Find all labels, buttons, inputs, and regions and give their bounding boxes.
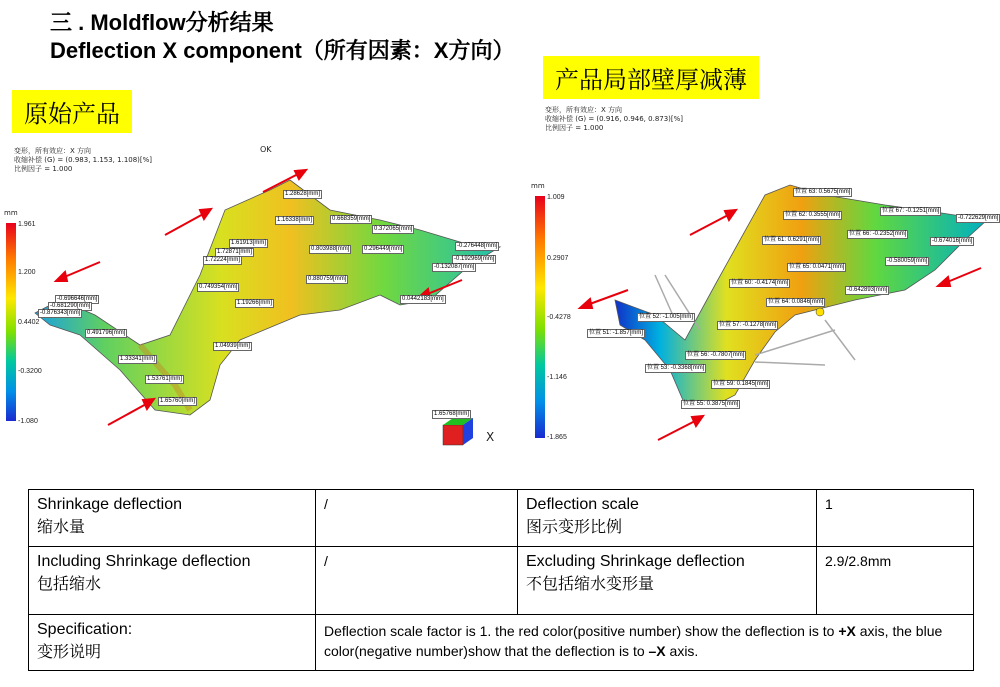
spec-minus-x: –X xyxy=(648,643,666,659)
specification-text xyxy=(316,615,974,671)
value-tag: 1.33341[mm] xyxy=(120,356,156,362)
value-tag: 0.491796[mm] xyxy=(87,330,126,336)
value-tag: 位置 67: -0.1251[mm] xyxy=(882,208,940,214)
spec-text-part: Deflection scale factor is 1. the red color(positive number) show the deflection is to xyxy=(324,623,839,639)
table-cell xyxy=(29,490,316,547)
value-tag: 位置 64: 0.0846[mm] xyxy=(768,299,824,305)
table-cell xyxy=(518,547,817,615)
specification-label-cn: 变形说明 xyxy=(37,642,102,661)
ok-text: OK xyxy=(260,145,272,154)
gate-marker xyxy=(816,308,824,316)
x-axis-label: X xyxy=(486,430,495,444)
right-deflection-plot xyxy=(525,100,1000,450)
value-tag: 0.296449[mm] xyxy=(364,246,403,252)
left-scale-tick: -1.080 xyxy=(18,418,38,425)
value-tag: 位置 62: 0.3555[mm] xyxy=(785,212,841,218)
right-unit: mm xyxy=(531,182,545,190)
value-tag: -0.276448[mm] xyxy=(457,243,498,249)
excluding-shrinkage-label-cn: 不包括缩水变形量 xyxy=(526,574,655,593)
value-tag: 1.19266[mm] xyxy=(237,300,273,306)
value-tag: -0.192969[mm] xyxy=(454,256,495,262)
left-unit: mm xyxy=(4,209,18,217)
thinning-product-label: 产品局部壁厚减薄 xyxy=(543,56,759,99)
left-deflection-plot xyxy=(0,135,508,460)
left-scale-tick: 0.4402 xyxy=(18,319,40,326)
spec-text-part: axis. xyxy=(665,643,699,659)
value-tag: 0.880759[mm] xyxy=(308,276,347,282)
left-scale-tick: 1.961 xyxy=(18,221,36,228)
value-tag: 0.803988[mm] xyxy=(311,246,350,252)
right-scale-tick: 1.009 xyxy=(547,194,565,201)
page-title: 三 . Moldflow分析结果 xyxy=(50,10,274,35)
value-tag: 位置 66: -0.2352[mm] xyxy=(849,231,907,237)
value-tag: 1.72871[mm] xyxy=(217,249,253,255)
value-tag: 位置 61: 0.6291[mm] xyxy=(764,237,820,243)
left-plot-header-2: 收缩补偿 (G) = (0.983, 1.153, 1.108)[%] xyxy=(14,156,153,164)
right-part-graphic xyxy=(525,100,1000,450)
shrinkage-deflection-value: / xyxy=(316,490,518,547)
excluding-shrinkage-label: Excluding Shrinkage deflection xyxy=(526,553,745,570)
left-scale-tick: 1.200 xyxy=(18,269,36,276)
page-subtitle: Deflection X component（所有因素：X方向） xyxy=(50,38,515,63)
value-tag: 位置 55: 0.3875[mm] xyxy=(683,401,739,407)
value-tag: 1.53761[mm] xyxy=(147,376,183,382)
right-plot-header-3: 比例因子 = 1.000 xyxy=(545,124,604,132)
value-tag: 1.04939[mm] xyxy=(215,343,251,349)
right-scale-tick: -1.865 xyxy=(547,434,567,441)
right-plot-header-2: 收缩补偿 (G) = (0.916, 0.946, 0.873)[%] xyxy=(545,115,684,123)
table-cell xyxy=(518,490,817,547)
value-tag: -0.681290[mm] xyxy=(50,303,91,309)
value-tag: 位置 59: 0.1845[mm] xyxy=(713,381,769,387)
right-scale-tick: -1.146 xyxy=(547,374,567,381)
value-tag: 0.668359[mm] xyxy=(332,216,371,222)
deflection-scale-label: Deflection scale xyxy=(526,496,639,513)
spec-text-part: axis, the blue color(negative number)show that the deflection is to xyxy=(324,623,943,659)
deflection-scale-label-cn: 图示变形比例 xyxy=(526,517,623,536)
table-cell xyxy=(29,615,316,671)
table-row xyxy=(29,615,974,671)
value-tag: -0.876343[mm] xyxy=(40,310,81,316)
right-plot-header-1: 变形，所有效应：X 方向 xyxy=(545,106,623,114)
axis-triad xyxy=(443,418,473,445)
value-tag: 1.61913[mm] xyxy=(231,240,267,246)
value-tag: -0.580059[mm] xyxy=(887,258,928,264)
value-tag: 位置 65: 0.0471[mm] xyxy=(789,264,845,270)
value-tag: -0.722629[mm] xyxy=(958,215,999,221)
left-plot-header-3: 比例因子 = 1.000 xyxy=(14,165,73,173)
table-cell xyxy=(29,547,316,615)
left-plot-header-1: 变形，所有效应：X 方向 xyxy=(14,147,92,155)
value-tag: 1.65760[mm] xyxy=(160,398,196,404)
deflection-scale-value: 1 xyxy=(817,490,974,547)
table-row xyxy=(29,547,974,615)
value-tag: 位置 52: -1.005[mm] xyxy=(639,314,694,320)
specification-label: Specification: xyxy=(37,621,133,638)
deflection-info-table xyxy=(28,489,974,671)
value-tag: 0.0442183[mm] xyxy=(402,296,444,302)
value-tag: -0.132087[mm] xyxy=(434,264,475,270)
right-scale-tick: 0.2907 xyxy=(547,255,569,262)
value-tag: 0.372065[mm] xyxy=(374,226,413,232)
value-tag: -0.642893[mm] xyxy=(847,287,888,293)
including-shrinkage-label-cn: 包括缩水 xyxy=(37,574,102,593)
value-tag: 位置 63: 0.5675[mm] xyxy=(795,189,851,195)
shrinkage-deflection-label-cn: 缩水量 xyxy=(37,517,86,536)
shrinkage-deflection-label: Shrinkage deflection xyxy=(37,496,182,513)
left-scale-tick: -0.3200 xyxy=(18,368,42,375)
spec-plus-x: +X xyxy=(838,623,856,639)
excluding-shrinkage-value: 2.9/2.8mm xyxy=(817,547,974,615)
value-tag: -0.696646[mm] xyxy=(57,296,98,302)
value-tag: 1.65768[mm] xyxy=(434,411,470,417)
value-tag: 1.16338[mm] xyxy=(277,217,313,223)
value-tag: 位置 53: -0.3368[mm] xyxy=(647,365,705,371)
value-tag: 位置 57: -0.1278[mm] xyxy=(719,322,777,328)
value-tag: 1.28628[mm] xyxy=(285,191,321,197)
including-shrinkage-value: / xyxy=(316,547,518,615)
original-product-label: 原始产品 xyxy=(12,90,132,133)
value-tag: 0.749354[mm] xyxy=(199,284,238,290)
right-scale-tick: -0.4278 xyxy=(547,314,571,321)
value-tag: 位置 56: -0.7807[mm] xyxy=(687,352,745,358)
value-tag: 位置 51: -1.857[mm] xyxy=(589,330,644,336)
value-tag: -0.674016[mm] xyxy=(932,238,973,244)
value-tag: 1.72224[mm] xyxy=(205,257,241,263)
table-row xyxy=(29,490,974,547)
including-shrinkage-label: Including Shrinkage deflection xyxy=(37,553,251,570)
value-tag: 位置 60: -0.4174[mm] xyxy=(731,280,789,286)
